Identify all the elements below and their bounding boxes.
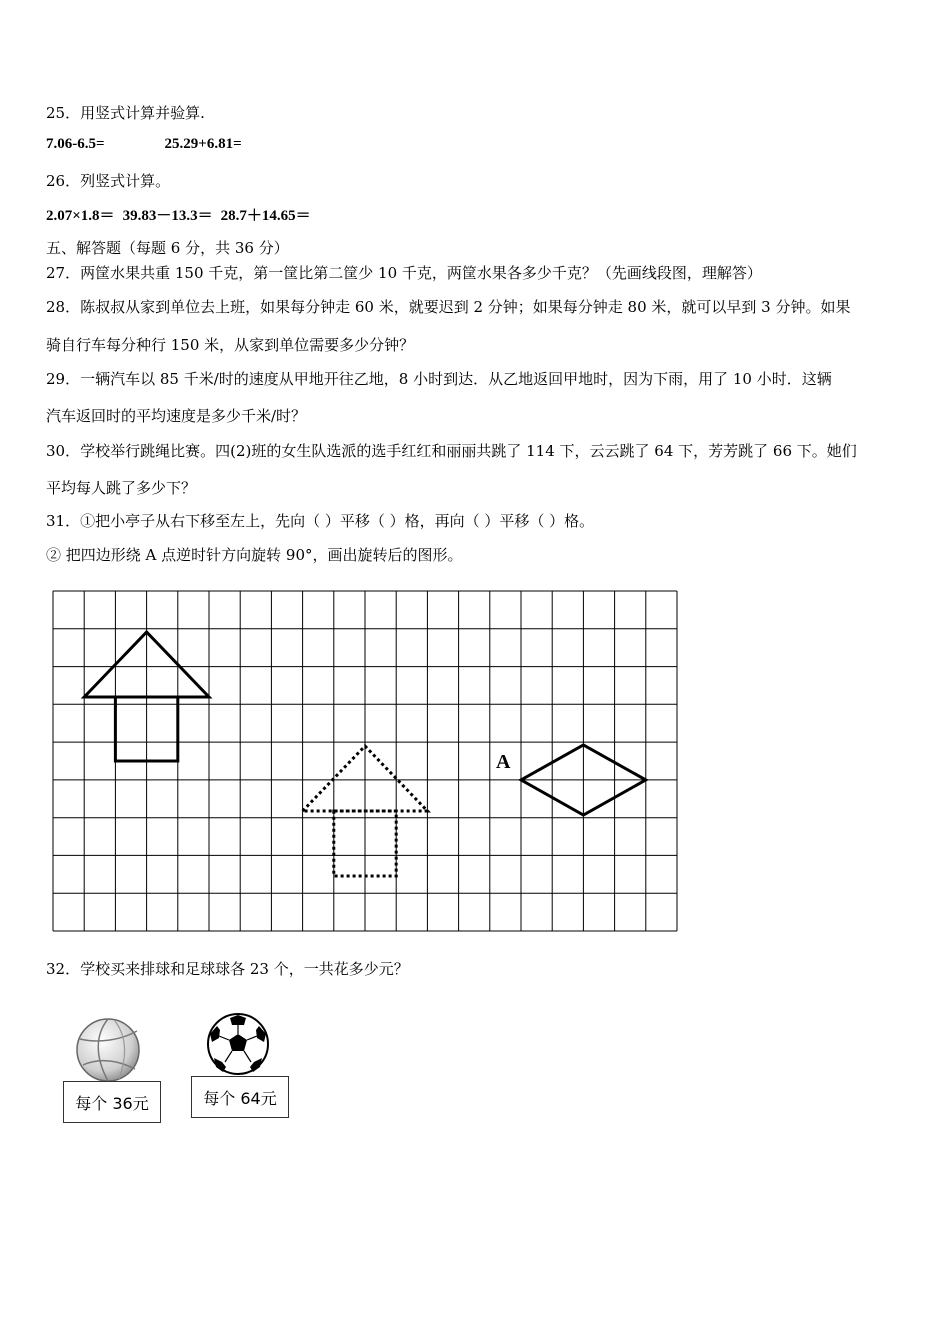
soccer-price: 每个 64元 bbox=[203, 1088, 277, 1108]
soccer-ball-icon bbox=[206, 1012, 270, 1076]
q27-text: 27．两筐水果共重 150 千克，第一筐比第二筐少 10 千克，两筐水果各多少千克？（先画线段图，理解答） bbox=[46, 264, 762, 282]
q32-text: 32．学校买来排球和足球球各 23 个，一共花多少元？ bbox=[46, 960, 409, 978]
q26-title: 26．列竖式计算。 bbox=[46, 172, 171, 190]
q28-line2: 骑自行车每分种行 150 米，从家到单位需要多少分钟？ bbox=[46, 336, 415, 354]
q26-expr1: 2.07×1.8＝ bbox=[46, 208, 115, 224]
volleyball-icon bbox=[75, 1017, 141, 1083]
point-a-label: A bbox=[496, 751, 511, 773]
q25-expressions bbox=[46, 136, 242, 153]
section5-title: 五、解答题（每题 6 分，共 36 分） bbox=[46, 239, 289, 257]
q28-line1: 28．陈叔叔从家到单位去上班，如果每分钟走 60 米，就要迟到 2 分钟；如果每分钟走 80 米，就可以早到 3 分钟。如果 bbox=[46, 298, 851, 316]
q30-line2: 平均每人跳了多少下？ bbox=[46, 479, 197, 497]
q31-part2: ② 把四边形绕 A 点逆时针方向旋转 90°，画出旋转后的图形。 bbox=[46, 546, 463, 564]
q25-expr2: 25.29+6.81= bbox=[164, 136, 242, 152]
volleyball-price: 每个 36元 bbox=[75, 1093, 149, 1113]
q26-expr2: 39.83－13.3＝ bbox=[122, 208, 213, 224]
q26-expr3: 28.7＋14.65＝ bbox=[220, 208, 311, 224]
volleyball-price-box bbox=[63, 1081, 161, 1123]
q29-line2: 汽车返回时的平均速度是多少千米/时？ bbox=[46, 407, 307, 425]
q31-part1: 31．①把小亭子从右下移至左上，先向（ ）平移（ ）格，再向（ ）平移（ ）格。 bbox=[46, 512, 595, 530]
soccer-price-box bbox=[191, 1076, 289, 1118]
q26-expressions bbox=[46, 204, 311, 225]
q25-expr1: 7.06-6.5= bbox=[46, 136, 105, 152]
q29-line1: 29．一辆汽车以 85 千米/时的速度从甲地开往乙地，8 小时到达．从乙地返回甲地时，因为下雨，用了 10 小时．这辆 bbox=[46, 370, 832, 388]
q30-line1: 30．学校举行跳绳比赛。四(2)班的女生队选派的选手红红和丽丽共跳了 114 下，云云跳了 64 下，芳芳跳了 66 下。她们 bbox=[46, 442, 857, 460]
q25-title: 25．用竖式计算并验算. bbox=[46, 104, 205, 122]
translation-rotation-grid bbox=[52, 590, 680, 934]
